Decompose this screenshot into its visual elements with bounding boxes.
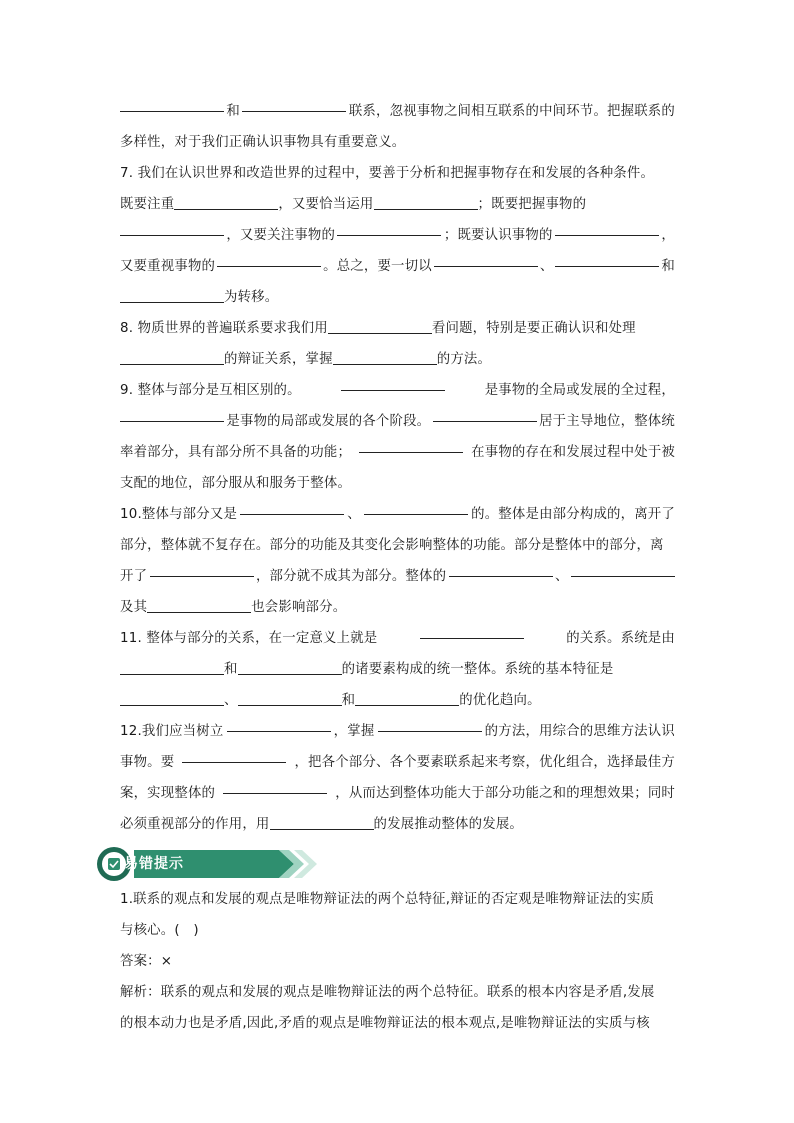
text-segment: 事物。要 bbox=[120, 755, 175, 770]
answer-blank[interactable] bbox=[217, 251, 321, 267]
text-segment: 既要注重 bbox=[120, 197, 175, 212]
text-line bbox=[120, 809, 675, 840]
text-segment: 居于主导地位，整体统 bbox=[539, 414, 675, 429]
text-segment: 及其 bbox=[120, 600, 148, 615]
text-segment: 看问题，特别是要正确认识和处理 bbox=[431, 321, 636, 336]
text-line bbox=[120, 778, 675, 809]
text-segment: 的诸要素构成的统一整体。系统的基本特征是 bbox=[341, 662, 614, 677]
answer-blank[interactable] bbox=[120, 349, 224, 365]
answer-blank[interactable] bbox=[449, 561, 553, 577]
answer-blank[interactable] bbox=[420, 623, 524, 639]
answer-blank[interactable] bbox=[341, 375, 445, 391]
text-segment: ，又要恰当运用 bbox=[278, 197, 374, 212]
answer-blank[interactable] bbox=[378, 716, 482, 732]
text-line bbox=[120, 282, 675, 313]
text-segment: ，掌握 bbox=[333, 724, 375, 739]
text-segment: 部分，整体就不复存在。部分的功能及其变化会影响整体的功能。部分是整体中的部分，离 bbox=[120, 538, 664, 553]
text-line bbox=[120, 716, 675, 747]
text-line bbox=[120, 685, 675, 716]
text-segment: ，又要关注事物的 bbox=[226, 228, 336, 243]
text-line bbox=[120, 530, 675, 561]
text-line bbox=[120, 747, 675, 778]
text-line bbox=[120, 313, 675, 344]
text-line bbox=[120, 561, 675, 592]
text-line bbox=[120, 251, 675, 282]
text-segment: 7. 我们在认识世界和改造世界的过程中，要善于分析和把握事物存在和发展的各种条件。 bbox=[120, 166, 655, 181]
text-line bbox=[120, 189, 675, 220]
text-segment: 的辩证关系，掌握 bbox=[224, 352, 333, 367]
text-segment: 和 bbox=[341, 693, 356, 708]
text-segment: 11. 整体与部分的关系，在一定意义上就是 bbox=[120, 631, 378, 646]
text-segment: ；既要把握事物的 bbox=[477, 197, 587, 212]
answer-blank[interactable] bbox=[571, 561, 675, 577]
answer-blank[interactable] bbox=[150, 561, 254, 577]
text-segment: 10.整体与部分又是 bbox=[120, 507, 238, 522]
document-body bbox=[120, 96, 675, 1039]
text-line bbox=[120, 437, 675, 468]
text-segment: 开了 bbox=[120, 569, 148, 584]
answer-blank[interactable] bbox=[337, 220, 441, 236]
text-segment: 和 bbox=[224, 662, 238, 677]
text-line bbox=[120, 220, 675, 251]
answer-blank[interactable] bbox=[174, 194, 278, 210]
answer-blank[interactable] bbox=[355, 690, 459, 706]
answer-blank[interactable] bbox=[555, 220, 659, 236]
text-line bbox=[120, 96, 675, 127]
text-segment: 和 bbox=[226, 104, 240, 119]
text-line bbox=[120, 127, 675, 158]
text-segment: 、 bbox=[224, 693, 238, 708]
explanation-line: 解析：联系的观点和发展的观点是唯物辩证法的两个总特征。联系的根本内容是矛盾,发展 bbox=[120, 985, 655, 1000]
answer-blank[interactable] bbox=[374, 194, 478, 210]
text-segment: 又要重视事物的 bbox=[120, 259, 216, 274]
text-segment: ，部分就不成其为部分。整体的 bbox=[255, 569, 447, 584]
text-segment: 、 bbox=[539, 259, 554, 274]
answer-blank[interactable] bbox=[434, 251, 538, 267]
answer-blank[interactable] bbox=[240, 499, 344, 515]
answer-line: 答案：× bbox=[120, 954, 173, 969]
text-segment: 的方法，用综合的思维方法认识 bbox=[484, 724, 675, 739]
fill-in-blank-section bbox=[120, 96, 675, 840]
answer-blank[interactable] bbox=[120, 406, 224, 422]
mistake-tips-section bbox=[120, 884, 675, 1039]
text-segment: ，把各个部分、各个要素联系起来考察，优化组合，选择最佳方 bbox=[294, 755, 675, 770]
text-line bbox=[120, 375, 675, 406]
text-segment: 是事物的全局或发展的全过程， bbox=[484, 383, 675, 398]
text-segment: 的方法。 bbox=[436, 352, 492, 367]
answer-blank[interactable] bbox=[270, 814, 374, 830]
answer-blank[interactable] bbox=[242, 96, 346, 112]
text-segment: 。总之，要一切以 bbox=[323, 259, 432, 274]
section-tag-banner bbox=[74, 844, 334, 884]
question-line: 1.联系的观点和发展的观点是唯物辩证法的两个总特征,辩证的否定观是唯物辩证法的实质 bbox=[120, 892, 655, 907]
text-segment: ；既要认识事物的 bbox=[443, 228, 553, 243]
answer-blank[interactable] bbox=[223, 778, 327, 794]
text-line bbox=[120, 468, 675, 499]
text-segment: 、 bbox=[554, 569, 569, 584]
answer-blank[interactable] bbox=[333, 349, 437, 365]
text-line bbox=[120, 158, 675, 189]
text-segment: 率着部分，具有部分所不具备的功能； bbox=[120, 445, 352, 460]
text-line bbox=[120, 406, 675, 437]
answer-blank[interactable] bbox=[147, 597, 251, 613]
text-segment: 8. 物质世界的普遍联系要求我们用 bbox=[120, 321, 328, 336]
text-line bbox=[120, 344, 675, 375]
text-line bbox=[120, 592, 675, 623]
section-title: 易错提示 bbox=[124, 856, 184, 872]
answer-blank[interactable] bbox=[120, 220, 224, 236]
answer-blank[interactable] bbox=[555, 251, 659, 267]
text-segment: 案，实现整体的 bbox=[120, 786, 216, 801]
text-segment: 为转移。 bbox=[224, 290, 279, 305]
text-segment: ， bbox=[661, 228, 675, 243]
text-segment: 的关系。系统是由 bbox=[566, 631, 675, 646]
text-segment: 在事物的存在和发展过程中处于被 bbox=[471, 445, 675, 460]
answer-blank[interactable] bbox=[120, 690, 224, 706]
text-segment: 的优化趋向。 bbox=[459, 693, 541, 708]
pencil-check-icon bbox=[108, 858, 120, 870]
text-segment: 12.我们应当树立 bbox=[120, 724, 224, 739]
answer-blank[interactable] bbox=[433, 406, 537, 422]
text-line bbox=[120, 623, 675, 654]
text-segment: 也会影响部分。 bbox=[251, 600, 347, 615]
text-segment: ，从而达到整体功能大于部分功能之和的理想效果；同时 bbox=[335, 786, 675, 801]
answer-blank[interactable] bbox=[238, 659, 342, 675]
answer-blank[interactable] bbox=[182, 747, 286, 763]
answer-blank[interactable] bbox=[120, 96, 224, 112]
section-tag bbox=[74, 844, 334, 884]
answer-blank[interactable] bbox=[120, 287, 224, 303]
answer-blank[interactable] bbox=[328, 318, 432, 334]
answer-blank[interactable] bbox=[120, 659, 224, 675]
text-segment: 联系，忽视事物之间相互联系的中间环节。把握联系的 bbox=[348, 104, 675, 119]
answer-blank[interactable] bbox=[359, 437, 463, 453]
explanation-line: 的根本动力也是矛盾,因此,矛盾的观点是唯物辩证法的根本观点,是唯物辩证法的实质与核 bbox=[120, 1016, 650, 1031]
answer-blank[interactable] bbox=[227, 716, 331, 732]
text-segment: 和 bbox=[661, 259, 675, 274]
text-segment: 是事物的局部或发展的各个阶段。 bbox=[226, 414, 431, 429]
answer-blank[interactable] bbox=[364, 499, 468, 515]
text-segment: 的。整体是由部分构成的，离开了 bbox=[471, 507, 675, 522]
text-segment: 、 bbox=[347, 507, 361, 522]
text-segment: 的发展推动整体的发展。 bbox=[373, 817, 523, 832]
answer-blank[interactable] bbox=[238, 690, 342, 706]
text-segment: 多样性，对于我们正确认识事物具有重要意义。 bbox=[120, 135, 406, 150]
text-segment: 支配的地位，部分服从和服务于整体。 bbox=[120, 476, 352, 491]
text-line bbox=[120, 499, 675, 530]
text-segment: 9. 整体与部分是互相区别的。 bbox=[120, 383, 301, 398]
text-line bbox=[120, 654, 675, 685]
text-segment: 必须重视部分的作用，用 bbox=[120, 817, 270, 832]
question-line: 与核心。( ) bbox=[120, 923, 199, 938]
